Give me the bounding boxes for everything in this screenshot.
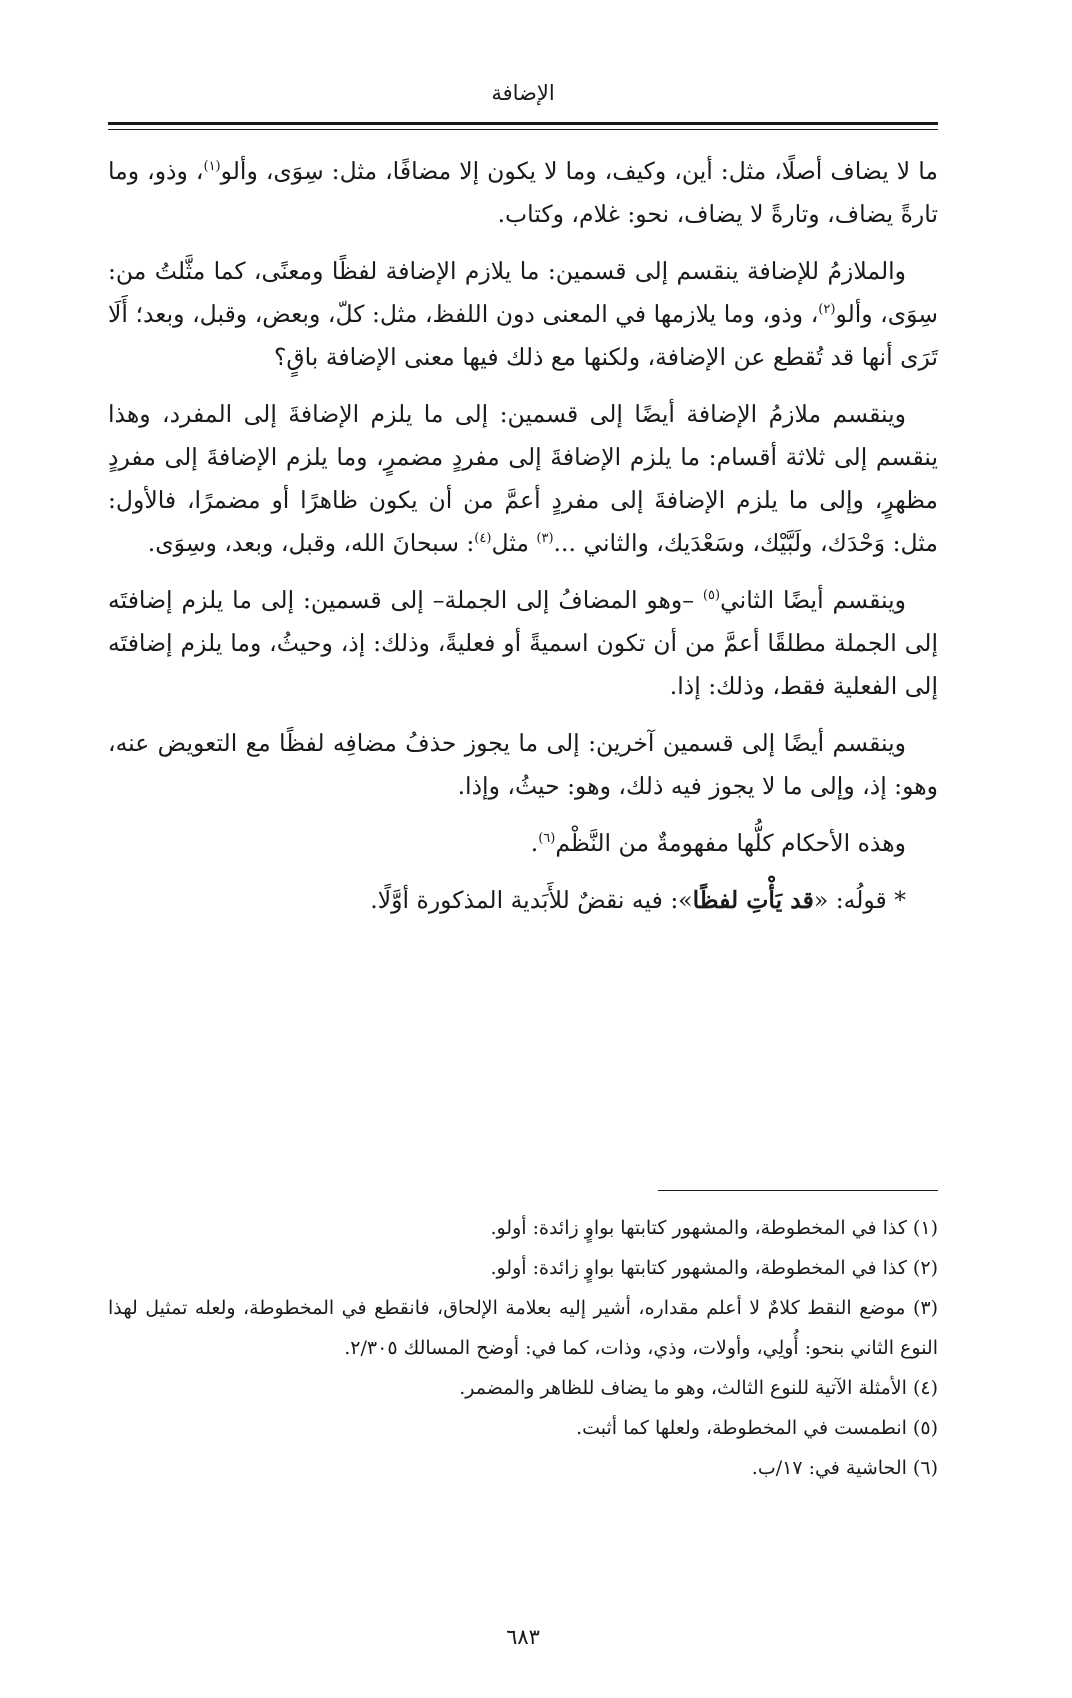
footnote-2: (٢) كذا في المخطوطة، والمشهور كتابتها بواوٍ زائدة: أولو.	[490, 1257, 938, 1279]
page-number: ٦٨٣	[506, 1625, 540, 1649]
footnote-1: (١) كذا في المخطوطة، والمشهور كتابتها بواوٍ زائدة: أولو.	[490, 1217, 938, 1239]
footnote-ref-1: (١)	[203, 159, 221, 175]
paragraph-2	[108, 250, 938, 379]
paragraph-3-text-c: : سبحانَ الله، وقبل، وبعد، وسِوَى.	[147, 529, 475, 557]
footnote-ref-5: (٥)	[702, 588, 721, 604]
paragraph-1-text-b: ، وذو، وما تارةً يضاف، وتارةً لا يضاف، نحو: غلام، وكتاب.	[108, 157, 938, 228]
footnote-3: (٣) موضع النقط كلامٌ لا أعلم مقداره، أشير إليه بعلامة الإلحاق، فانقطع في المخطوطة، ولعله تمثيل لهذا النوع الثاني بنحو: أُولِي، وأولات، وذي، وذات، كما في: أوضح المسالك ٢/٣٠٥.	[108, 1297, 938, 1359]
paragraph-4	[108, 579, 938, 708]
paragraph-4-text-b: –وهو المضافُ إلى الجملة– إلى قسمين: إلى ما يلزم إضافتَه إلى الجملة مطلقًا أعمَّ من أن تكون اسميةً أو فعليةً، وذلك: إذ، وحيثُ، وما يلزم إضافتَه إلى الفعلية فقط، وذلك: إذا.	[108, 586, 938, 700]
quoted-phrase: قد يَأْتِ لفظًا	[692, 886, 814, 914]
paragraph-2-text-b: ، وذو، وما يلازمها في المعنى دون اللفظ، مثل: كلّ، وبعض، وقبل، وبعد؛ أَلَا تَرَى أنها قد تُقطع عن الإضافة، ولكنها مع ذلك فيها معنى الإضافة باقٍ؟	[108, 300, 938, 371]
footnote-ref-2: (٢)	[818, 302, 836, 318]
paragraph-1	[108, 150, 938, 236]
paragraph-5-text: وينقسم أيضًا إلى قسمين آخرين: إلى ما يجوز حذفُ مضافِه لفظًا مع التعويض عنه، وهو: إذ، وإلى ما لا يجوز فيه ذلك، وهو: حيثُ، وإذا.	[108, 729, 938, 800]
paragraph-6-text-b: .	[530, 829, 539, 857]
paragraph-5	[108, 722, 938, 808]
header-rule-thin	[108, 129, 938, 130]
paragraph-7-text-b: »: فيه نقضٌ للأَبَدية المذكورة أوَّلًا.	[370, 886, 693, 914]
paragraph-7	[108, 879, 938, 922]
footnote-ref-4: (٤)	[474, 531, 492, 547]
footnotes	[108, 1208, 938, 1488]
footnote-ref-6: (٦)	[538, 831, 556, 847]
paragraph-6	[108, 822, 938, 865]
footnote-separator	[658, 1190, 938, 1191]
main-text	[108, 150, 938, 936]
paragraph-3-text-b: مثل	[491, 529, 537, 557]
paragraph-4-text-a: وينقسم أيضًا الثاني	[720, 586, 906, 614]
paragraph-3	[108, 393, 938, 565]
paragraph-6-text-a: وهذه الأحكام كلُّها مفهومةٌ من النَّظْم	[555, 829, 906, 857]
footnote-ref-3: (٣)	[536, 531, 554, 547]
footnote-4: (٤) الأمثلة الآتية للنوع الثالث، وهو ما يضاف للظاهر والمضمر.	[459, 1377, 938, 1399]
footnote-6: (٦) الحاشية في: ١٧/ب.	[751, 1457, 938, 1479]
paragraph-3-text-a: وينقسم ملازمُ الإضافة أيضًا إلى قسمين: إلى ما يلزم الإضافةَ إلى المفرد، وهذا ينقسم إلى ثلاثة أقسام: ما يلزم الإضافةَ إلى مفردٍ مضمرٍ، وما يلزم الإضافةَ إلى مفردٍ مظهرٍ، وإلى ما يلزم الإضافةَ إلى مفردٍ أعمَّ من أن يكون ظاهرًا أو مضمرًا، فالأول: مثل: وَحْدَك، ولَبَّيْك، وسَعْدَيك، والثاني ...	[108, 400, 938, 557]
running-title: الإضافة	[491, 81, 555, 105]
paragraph-2-text-a: والملازمُ للإضافة ينقسم إلى قسمين: ما يلازم الإضافة لفظًا ومعنًى، كما مثَّلتُ من: سِوَى، وألو	[108, 257, 938, 328]
paragraph-7-text-a: * قولُه: «	[813, 886, 906, 914]
paragraph-1-text-a: ما لا يضاف أصلًا، مثل: أين، وكيف، وما لا يكون إلا مضافًا، مثل: سِوَى، وألو	[220, 157, 938, 185]
header-rule-thick	[108, 122, 938, 125]
footnote-5: (٥) انطمست في المخطوطة، ولعلها كما أثبت.	[576, 1417, 938, 1439]
